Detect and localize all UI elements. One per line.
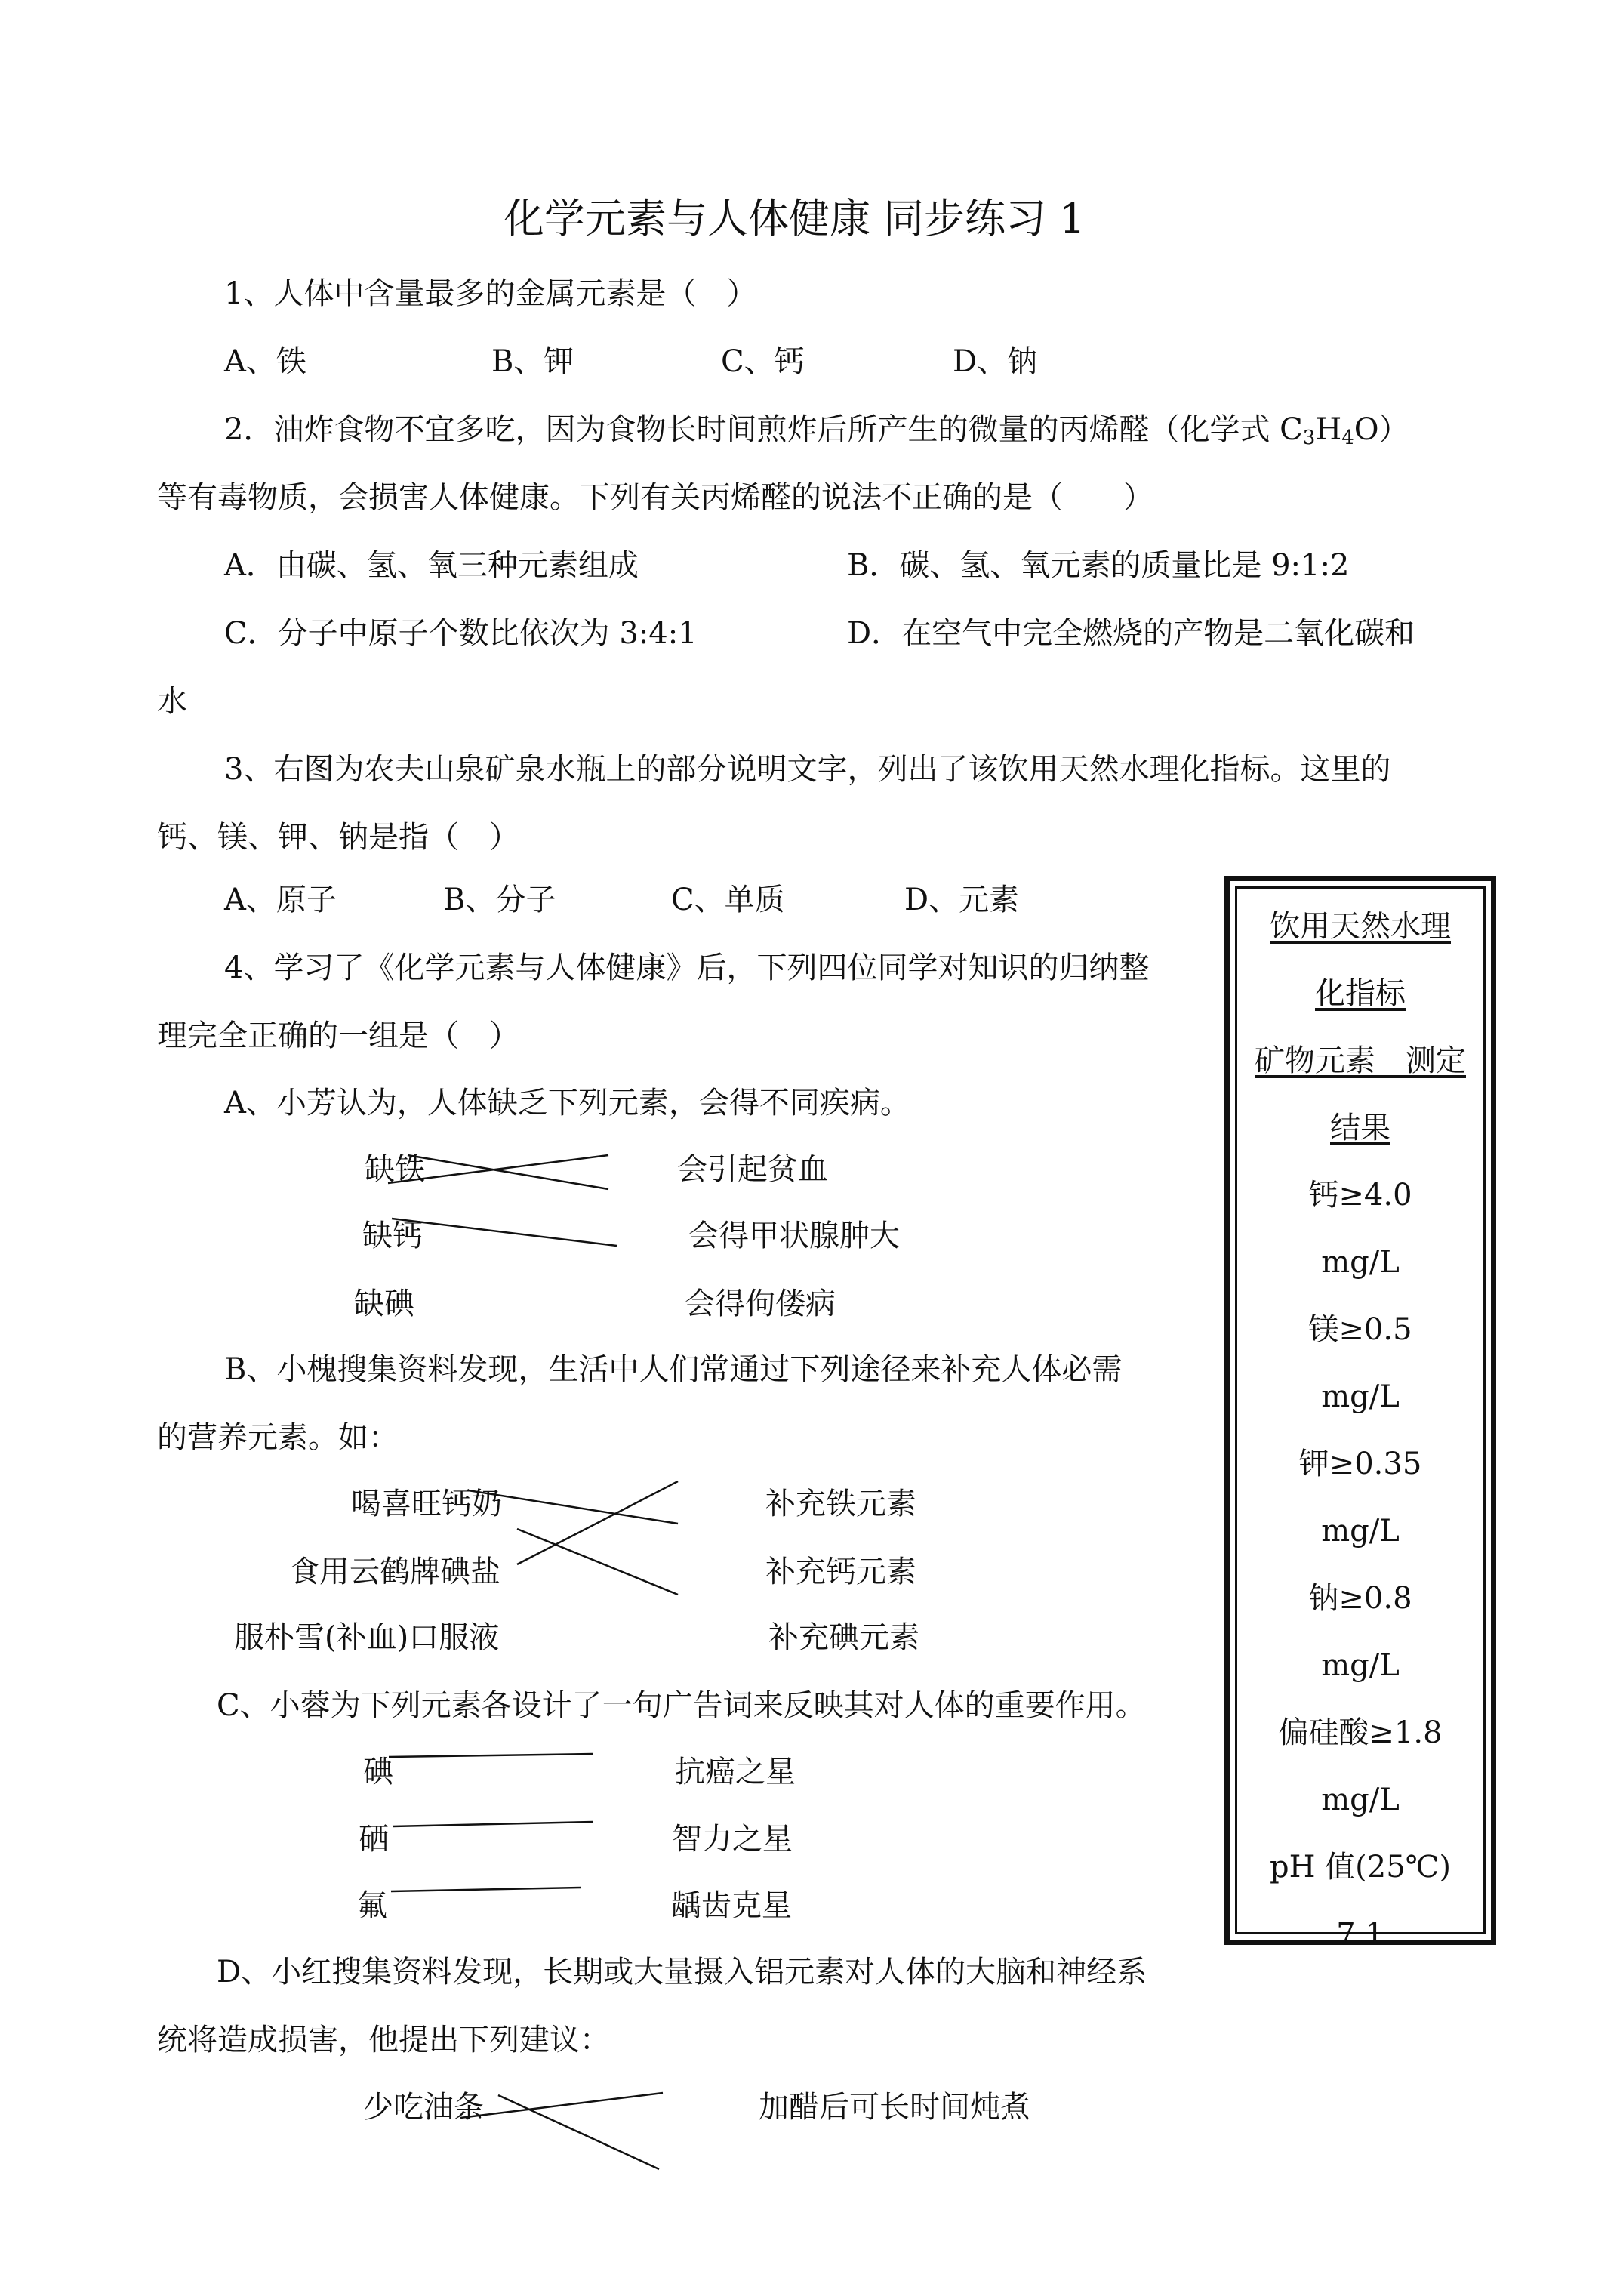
q1-stem: 1、人体中含量最多的金属元素是（ ）	[224, 276, 757, 311]
q2-option-d: D．在空气中完全燃烧的产物是二氧化碳和	[847, 616, 1415, 651]
q4-d-intro-line2: 统将造成损害，他提出下列建议：	[157, 2023, 610, 2057]
q2-option-c: C．分子中原子个数比依次为 3:4:1	[224, 616, 698, 651]
q1-option-a: A、铁	[224, 344, 306, 379]
box-sodium: 钠≥0.8	[1308, 1581, 1412, 1616]
q4-a-intro: A、小芳认为，人体缺乏下列元素，会得不同疾病。	[224, 1086, 910, 1120]
q3-option-a: A、原子	[224, 883, 337, 917]
match-line	[391, 1888, 581, 1891]
q1-option-d: D、钠	[953, 344, 1038, 379]
q2-option-d-cont: 水	[157, 684, 187, 719]
box-title-line1: 饮用天然水理	[1270, 909, 1451, 944]
q4-c-left-item: 硒	[359, 1822, 389, 1857]
match-line	[460, 2093, 663, 2118]
q4-c-right-item: 龋齿克星	[671, 1888, 792, 1923]
match-line	[408, 1155, 608, 1189]
box-calcium: 钙≥4.0	[1308, 1178, 1412, 1213]
q4-b-right-item: 补充钙元素	[765, 1555, 916, 1589]
q2-stem-line2: 等有毒物质，会损害人体健康。下列有关丙烯醛的说法不正确的是（ ）	[157, 480, 1153, 515]
q4-c-left-item: 氟	[357, 1888, 387, 1923]
box-metasilicic-acid: 偏硅酸≥1.8	[1278, 1715, 1443, 1750]
q4-d-left-item: 少吃油条	[363, 2090, 484, 2125]
q4-stem-line2: 理完全正确的一组是（ ）	[157, 1019, 519, 1053]
q4-c-right-item: 抗癌之星	[675, 1755, 796, 1789]
q4-c-intro: C、小蓉为下列元素各设计了一句广告词来反映其对人体的重要作用。	[217, 1688, 1146, 1723]
box-ph-label: pH 值(25℃)	[1269, 1850, 1452, 1885]
box-title-line2: 化指标	[1315, 976, 1406, 1011]
match-line	[468, 1490, 678, 1524]
match-line	[389, 1754, 593, 1757]
match-line	[517, 1529, 678, 1595]
q2-formula-h: H	[1315, 412, 1342, 447]
q4-stem-line1: 4、学习了《化学元素与人体健康》后，下列四位同学对知识的归纳整	[224, 951, 1150, 985]
q4-a-right-item: 会得佝偻病	[685, 1287, 836, 1321]
q4-b-intro-line1: B、小槐搜集资料发现，生活中人们常通过下列途径来补充人体必需	[224, 1352, 1123, 1387]
q4-b-left-item: 食用云鹤牌碘盐	[289, 1555, 500, 1589]
q2-option-a: A．由碳、氢、氧三种元素组成	[224, 548, 639, 583]
q1-option-c: C、钙	[721, 344, 805, 379]
box-unit: mg/L	[1321, 1379, 1400, 1414]
q4-a-left-item: 缺铁	[365, 1152, 425, 1187]
q4-b-right-item: 补充铁元素	[765, 1487, 916, 1521]
q4-b-intro-line2: 的营养元素。如：	[157, 1420, 399, 1455]
q1-option-b: B、钾	[491, 344, 574, 379]
q4-a-right-item: 会得甲状腺肿大	[688, 1219, 900, 1253]
match-line	[517, 1481, 678, 1564]
q3-option-b: B、分子	[443, 883, 556, 917]
q2-formula-end: O）	[1354, 412, 1409, 447]
q4-c-left-item: 碘	[363, 1755, 393, 1789]
q3-stem-line2: 钙、镁、钾、钠是指（ ）	[157, 820, 519, 855]
q4-a-right-item: 会引起贫血	[677, 1152, 828, 1187]
q4-a-left-item: 缺钙	[362, 1219, 423, 1253]
box-magnesium: 镁≥0.5	[1308, 1312, 1412, 1347]
q4-a-left-item: 缺碘	[354, 1287, 414, 1321]
match-line	[392, 1219, 617, 1246]
box-unit: mg/L	[1321, 1783, 1400, 1817]
q4-c-right-item: 智力之星	[672, 1822, 793, 1857]
box-unit: mg/L	[1321, 1514, 1400, 1549]
q2-stem-text: 2．油炸食物不宜多吃，因为食物长时间煎炸后所产生的微量的丙烯醛（化学式 C	[224, 412, 1303, 447]
box-unit: mg/L	[1321, 1648, 1400, 1683]
q3-option-c: C、单质	[671, 883, 785, 917]
box-header-line2: 结果	[1330, 1111, 1390, 1145]
q4-d-right-item: 加醋后可长时间炖煮	[759, 2090, 1030, 2125]
match-line	[498, 2095, 659, 2169]
page-title: 化学元素与人体健康 同步练习 1	[504, 195, 1086, 242]
match-line	[388, 1155, 608, 1183]
q4-d-intro-line1: D、小红搜集资料发现，长期或大量摄入铝元素对人体的大脑和神经系	[217, 1955, 1147, 1989]
q4-b-right-item: 补充碘元素	[768, 1620, 919, 1655]
q2-sub-4: 4	[1341, 427, 1354, 449]
q4-b-left-item: 喝喜旺钙奶	[351, 1487, 502, 1521]
box-header-line1: 矿物元素 测定	[1255, 1043, 1466, 1078]
match-line	[393, 1822, 593, 1826]
box-potassium: 钾≥0.35	[1298, 1447, 1422, 1481]
q4-b-left-item: 服朴雪(补血)口服液	[234, 1620, 500, 1655]
q3-option-d: D、元素	[904, 883, 1020, 917]
q2-sub-3: 3	[1302, 427, 1316, 449]
box-ph-value: 7.1	[1336, 1917, 1384, 1952]
q3-stem-line1: 3、右图为农夫山泉矿泉水瓶上的部分说明文字，列出了该饮用天然水理化指标。这里的	[224, 752, 1391, 787]
q2-option-b: B．碳、氢、氧元素的质量比是 9:1:2	[847, 548, 1350, 583]
box-unit: mg/L	[1321, 1245, 1400, 1280]
